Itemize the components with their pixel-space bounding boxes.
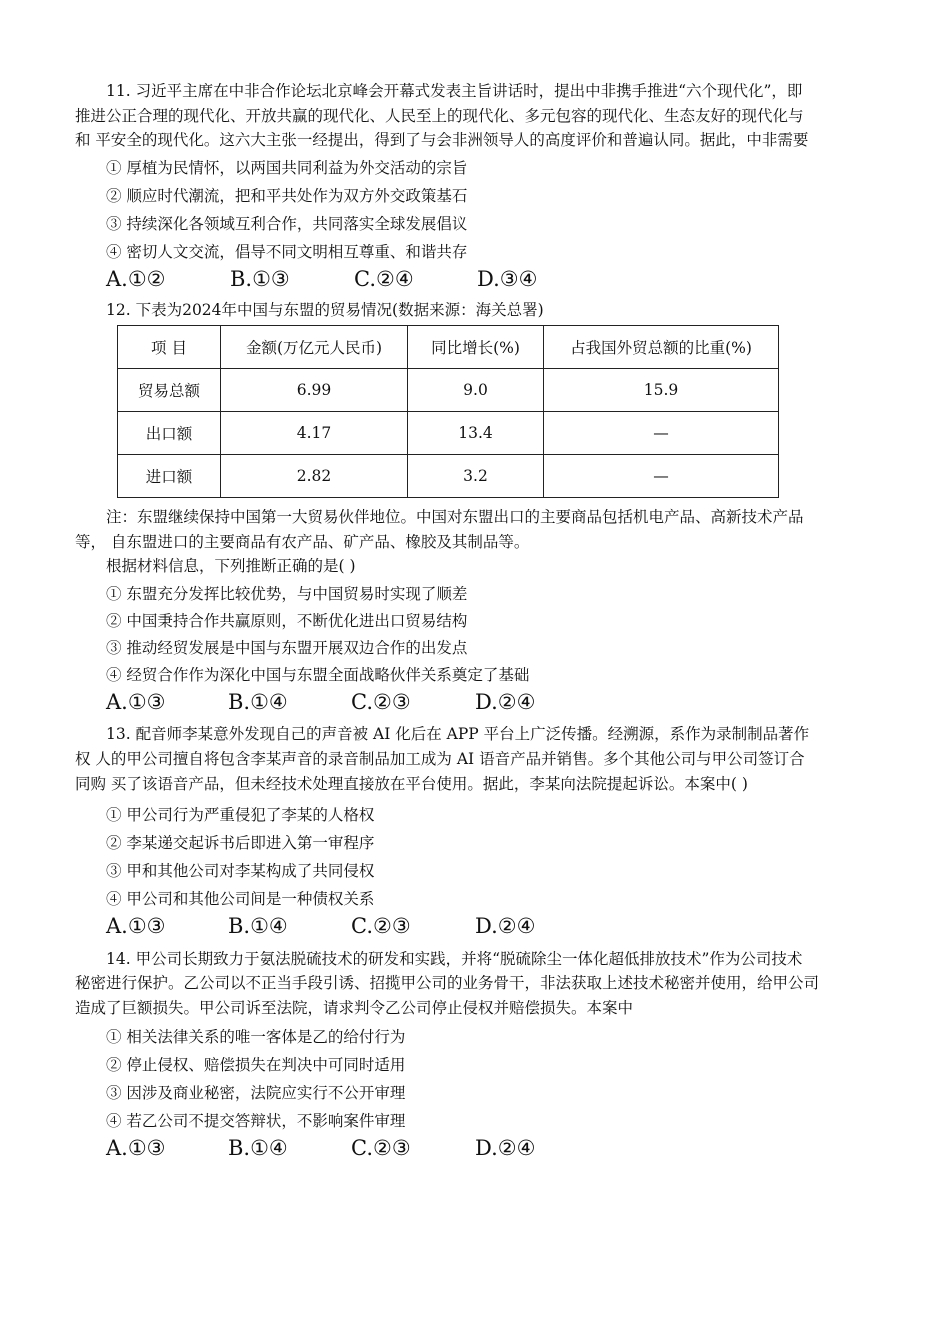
table-cell: 4.17 — [221, 412, 408, 455]
q14-choice-d[interactable]: D.②④ — [475, 1136, 536, 1160]
q12-choice-a[interactable]: A.①③ — [106, 690, 166, 714]
q14-stem-line-3: 造成了巨额损失。甲公司诉至法院，请求判令乙公司停止侵权并赔偿损失。本案中 — [75, 999, 634, 1017]
q12-option-2: ② 中国秉持合作共赢原则，不断优化进出口贸易结构 — [106, 612, 468, 630]
q14-stem-line-2: 秘密进行保护。乙公司以不正当手段引诱、招揽甲公司的业务骨干，非法获取上述技术秘密并使用，给甲公司 — [75, 974, 820, 992]
table-cell: — — [544, 412, 779, 455]
q11-stem-line-1: 11. 习近平主席在中非合作论坛北京峰会开幕式发表主旨讲话时，提出中非携手推进“六个现代化”，即 — [106, 82, 803, 100]
q11-choice-d[interactable]: D.③④ — [477, 267, 538, 291]
q13-option-4: ④ 甲公司和其他公司间是一种债权关系 — [106, 890, 375, 908]
table-row — [118, 412, 779, 455]
table-cell: 贸易总额 — [118, 369, 221, 412]
q12-option-4: ④ 经贸合作作为深化中国与东盟全面战略伙伴关系奠定了基础 — [106, 666, 530, 684]
q11-option-1: ① 厚植为民情怀，以两国共同利益为外交活动的宗旨 — [106, 159, 468, 177]
q12-note-line-2: 等， 自东盟进口的主要商品有农产品、矿产品、橡胶及其制品等。 — [75, 533, 530, 551]
q12-option-1: ① 东盟充分发挥比较优势，与中国贸易时实现了顺差 — [106, 585, 468, 603]
q13-option-3: ③ 甲和其他公司对李某构成了共同侵权 — [106, 862, 375, 880]
q11-choice-b[interactable]: B.①③ — [230, 267, 290, 291]
q13-stem-line-2: 权 人的甲公司擅自将包含李某声音的录音制品加工成为 AI 语音产品并销售。多个其他公司与甲公司签订合 — [75, 750, 805, 768]
q12-stem: 12. 下表为2024年中国与东盟的贸易情况(数据来源：海关总署) — [106, 301, 544, 319]
q11-stem-line-2: 推进公正合理的现代化、开放共赢的现代化、人民至上的现代化、多元包容的现代化、生态友好的现代化与 — [75, 107, 804, 125]
q13-choice-d[interactable]: D.②④ — [475, 914, 536, 938]
table-header-share: 占我国外贸总额的比重(%) — [544, 326, 779, 369]
table-cell: 6.99 — [221, 369, 408, 412]
q13-choice-a[interactable]: A.①③ — [106, 914, 166, 938]
q11-option-4: ④ 密切人文交流，倡导不同文明相互尊重、和谐共存 — [106, 243, 468, 261]
q13-option-2: ② 李某递交起诉书后即进入第一审程序 — [106, 834, 375, 852]
table-row — [118, 369, 779, 412]
q14-stem-line-1: 14. 甲公司长期致力于氨法脱硫技术的研发和实践，并将“脱硫除尘一体化超低排放技术”作为公司技术 — [106, 950, 803, 968]
table-header-row — [118, 326, 779, 369]
q11-option-3: ③ 持续深化各领域互利合作，共同落实全球发展倡议 — [106, 215, 468, 233]
q12-choice-c[interactable]: C.②③ — [351, 690, 411, 714]
q11-option-2: ② 顺应时代潮流，把和平共处作为双方外交政策基石 — [106, 187, 468, 205]
table-cell: — — [544, 455, 779, 498]
q13-choice-b[interactable]: B.①④ — [228, 914, 288, 938]
q11-choice-c[interactable]: C.②④ — [354, 267, 414, 291]
table-header-item: 项 目 — [118, 326, 221, 369]
table-cell: 2.82 — [221, 455, 408, 498]
q13-choice-c[interactable]: C.②③ — [351, 914, 411, 938]
q12-choice-d[interactable]: D.②④ — [475, 690, 536, 714]
trade-table — [117, 325, 779, 498]
q12-option-3: ③ 推动经贸发展是中国与东盟开展双边合作的出发点 — [106, 639, 468, 657]
table-cell: 13.4 — [408, 412, 544, 455]
table-cell: 出口额 — [118, 412, 221, 455]
table-cell: 9.0 — [408, 369, 544, 412]
q12-note-line-1: 注：东盟继续保持中国第一大贸易伙伴地位。中国对东盟出口的主要商品包括机电产品、高新技术产品 — [106, 508, 804, 526]
q14-option-2: ② 停止侵权、赔偿损失在判决中可同时适用 — [106, 1056, 406, 1074]
table-cell: 3.2 — [408, 455, 544, 498]
q11-stem-line-3: 和 平安全的现代化。这六大主张一经提出，得到了与会非洲领导人的高度评价和普遍认同。据此，中非需要 — [75, 131, 809, 149]
q12-choice-b[interactable]: B.①④ — [228, 690, 288, 714]
q14-choice-a[interactable]: A.①③ — [106, 1136, 166, 1160]
q11-choice-a[interactable]: A.①② — [106, 267, 166, 291]
table-header-amount: 金额(万亿元人民币) — [221, 326, 408, 369]
table-cell: 15.9 — [544, 369, 779, 412]
q13-stem-line-1: 13. 配音师李某意外发现自己的声音被 AI 化后在 APP 平台上广泛传播。经溯源，系作为录制制品著作 — [106, 725, 810, 743]
q12-prompt: 根据材料信息，下列推断正确的是( ) — [106, 557, 356, 575]
q14-option-4: ④ 若乙公司不提交答辩状，不影响案件审理 — [106, 1112, 406, 1130]
table-header-growth: 同比增长(%) — [408, 326, 544, 369]
q13-option-1: ① 甲公司行为严重侵犯了李某的人格权 — [106, 806, 375, 824]
q14-option-3: ③ 因涉及商业秘密，法院应实行不公开审理 — [106, 1084, 406, 1102]
table-cell: 进口额 — [118, 455, 221, 498]
q14-choice-b[interactable]: B.①④ — [228, 1136, 288, 1160]
table-row — [118, 455, 779, 498]
q13-stem-line-3: 同购 买了该语音产品，但未经技术处理直接放在平台使用。据此，李某向法院提起诉讼。本案中( ) — [75, 775, 748, 793]
q14-choice-c[interactable]: C.②③ — [351, 1136, 411, 1160]
q14-option-1: ① 相关法律关系的唯一客体是乙的给付行为 — [106, 1028, 406, 1046]
